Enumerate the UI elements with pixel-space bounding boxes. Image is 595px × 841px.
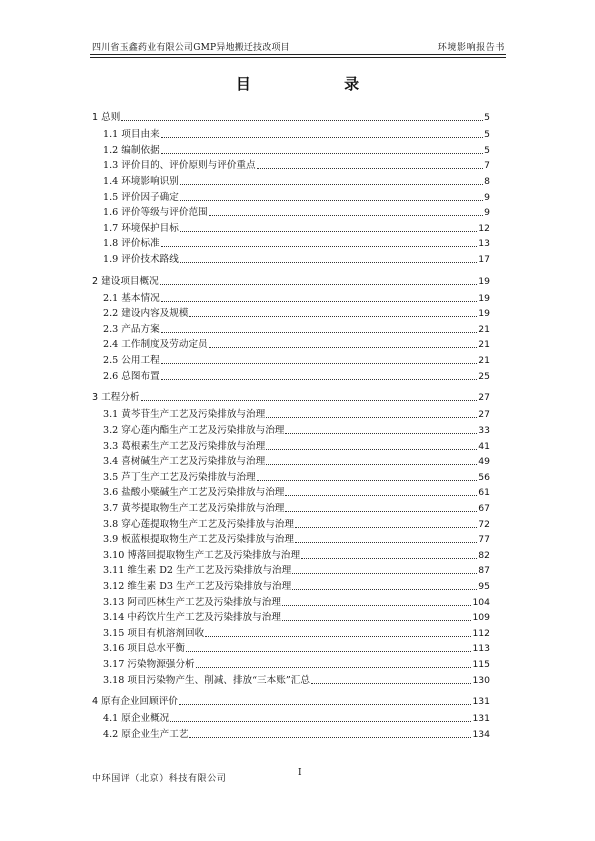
toc-entry-label: 1.7 环境保护目标 [103,222,179,234]
toc-dot-leader [295,526,477,528]
toc-entry-page: 77 [478,534,490,546]
toc-dot-leader [266,448,477,450]
toc-entry-label: 3.2 穿心莲内酯生产工艺及污染排放与治理 [103,424,285,436]
toc-section-entry[interactable] [92,389,490,404]
toc-entry[interactable] [103,726,490,741]
toc-entry-page: 19 [478,292,490,304]
toc-dot-leader [161,152,483,154]
header-rule-thin [90,57,506,58]
toc-entry-page: 5 [484,112,490,123]
toc-entry-page: 27 [478,392,490,404]
toc-dot-leader [285,432,477,434]
toc-entry[interactable] [103,336,490,351]
toc-entry-label: 1.5 评价因子确定 [103,191,179,203]
toc-entry-label: 3.16 项目总水平衡 [103,643,185,655]
toc-dot-leader [285,510,477,512]
toc-entry[interactable] [103,640,490,655]
toc-entry-page: 72 [478,518,490,530]
footer-company: 中环国评（北京）科技有限公司 [92,774,227,784]
toc-entry-page: 13 [478,238,490,250]
toc-entry[interactable] [103,251,490,266]
toc-entry[interactable] [103,142,490,157]
toc-entry-label: 3.17 污染物源强分析 [103,658,195,670]
toc-entry-label: 1.4 环境影响识别 [103,175,179,187]
toc-dot-leader [189,736,471,738]
toc-dot-leader [121,119,483,121]
toc-dot-leader [170,720,471,722]
toc-entry[interactable] [103,235,490,250]
toc-entry-page: 17 [478,253,490,265]
toc-entry[interactable] [103,406,490,421]
toc-dot-leader [186,650,471,652]
toc-entry-label: 2.4 工作制度及劳动定员 [103,339,208,351]
toc-entry-page: 8 [484,175,490,187]
toc-entry-label: 3.7 黄芩提取物生产工艺及污染排放与治理 [103,502,285,514]
toc-entry-label: 1.9 评价技术路线 [103,253,179,265]
toc-dot-leader [266,416,477,418]
toc-dot-leader [161,245,478,247]
toc-entry[interactable] [103,710,490,725]
toc-dot-leader [209,214,483,216]
toc-dot-leader [292,572,477,574]
toc-entry-label: 3.4 喜树碱生产工艺及污染排放与治理 [103,456,266,468]
toc-entry-page: 130 [472,674,490,686]
toc-entry-page: 25 [478,370,490,382]
toc-entry-label: 2.1 基本情况 [103,292,160,304]
toc-section-entry[interactable] [92,109,490,124]
toc-dot-leader [189,315,477,317]
toc-entry[interactable] [103,672,490,687]
toc-entry[interactable] [103,157,490,172]
toc-entry-page: 12 [478,222,490,234]
toc-entry[interactable] [103,578,490,593]
toc-entry-page: 9 [484,191,490,203]
toc-entry-label: 3 工程分析 [92,392,140,404]
toc-entry-page: 67 [478,502,490,514]
toc-section-entry[interactable] [92,693,490,708]
toc-entry-page: 5 [484,129,490,141]
footer-page-number: I [298,768,302,778]
toc-entry[interactable] [103,500,490,515]
toc-entry-page: 109 [472,612,490,624]
toc-entry-label: 1.2 编制依据 [103,144,160,156]
toc-dot-leader [205,635,471,637]
toc-entry[interactable] [103,290,490,305]
toc-entry-page: 19 [478,308,490,320]
toc-dot-leader [161,300,478,302]
toc-dot-leader [292,588,477,590]
toc-entry-label: 4.2 原企业生产工艺 [103,728,189,740]
toc-dot-leader [161,331,478,333]
toc-dot-leader [161,136,483,138]
toc-dot-leader [161,378,478,380]
toc-dot-leader [295,541,477,543]
toc-entry[interactable] [103,516,490,531]
toc-entry-page: 131 [472,696,490,708]
toc-entry-page: 56 [478,471,490,483]
toc-entry[interactable] [103,453,490,468]
toc-entry-page: 19 [478,275,490,287]
toc-dot-leader [301,557,477,559]
toc-entry-label: 1.6 评价等级与评价范围 [103,207,208,219]
toc-entry-label: 2.5 公用工程 [103,355,160,366]
toc-entry-label: 4.1 原企业概况 [103,713,170,725]
toc-dot-leader [141,399,478,401]
toc-dot-leader [209,346,478,348]
toc-dot-leader [257,479,478,481]
toc-entry[interactable] [103,484,490,499]
toc-dot-leader [266,463,477,465]
header-report-type: 环境影响报告书 [437,43,505,53]
toc-entry-label: 3.5 芦丁生产工艺及污染排放与治理 [103,471,256,483]
toc-entry[interactable] [103,562,490,577]
toc-entry-label: 3.18 项目污染物产生、削减、排放“三本账”汇总 [103,674,310,686]
toc-entry[interactable] [103,531,490,546]
toc-entry-label: 1.8 评价标准 [103,238,160,250]
toc-dot-leader [179,703,472,705]
toc-entry[interactable] [103,656,490,671]
toc-entry-page: 41 [478,440,490,452]
toc-dot-leader [196,666,472,668]
toc-entry-label: 3.3 葛根素生产工艺及污染排放与治理 [103,440,266,452]
toc-dot-leader [180,230,477,232]
toc-entry-label: 2.3 产品方案 [103,323,160,335]
toc-entry-page: 131 [472,713,490,725]
toc-entry[interactable] [103,368,490,383]
toc-entry-page: 9 [484,207,490,219]
toc-dot-leader [311,682,472,684]
toc-entry[interactable] [103,126,490,141]
toc-entry-label: 3.11 维生素 D2 生产工艺及污染排放与治理 [103,565,292,577]
toc-entry-page: 134 [472,728,490,740]
toc-entry-label: 3.8 穿心莲提取物生产工艺及污染排放与治理 [103,518,294,530]
page-title: 目 录 [235,75,404,93]
toc-entry[interactable] [103,625,490,640]
toc-dot-leader [285,494,477,496]
toc-entry-page: 49 [478,456,490,468]
toc-entry-page: 87 [478,565,490,577]
toc-entry[interactable] [103,352,490,367]
toc-entry[interactable] [103,469,490,484]
toc-dot-leader [257,167,484,169]
toc-entry[interactable] [103,547,490,562]
toc-entry-label: 2.6 总图布置 [103,370,160,382]
toc-entry-label: 1.1 项目由来 [103,129,160,141]
toc-entry-label: 2 建设项目概况 [92,275,159,287]
toc-entry[interactable] [103,594,490,609]
toc-entry-page: 5 [484,144,490,156]
toc-dot-leader [180,199,483,201]
toc-entry-page: 113 [472,643,490,655]
toc-dot-leader [160,283,478,285]
toc-entry-page: 61 [478,487,490,499]
toc-entry-label: 3.13 阿司匹林生产工艺及污染排放与治理 [103,596,281,608]
toc-entry-label: 3.10 博落回提取物生产工艺及污染排放与治理 [103,549,301,561]
toc-entry-page: 82 [478,549,490,561]
toc-entry-label: 4 原有企业回顾评价 [92,696,178,708]
toc-entry[interactable] [103,305,490,320]
toc-section-entry[interactable] [92,273,490,288]
toc-entry[interactable] [103,204,490,219]
toc-entry-label: 3.12 维生素 D3 生产工艺及污染排放与治理 [103,580,292,592]
toc-entry-page: 21 [478,339,490,351]
toc-entry-label: 3.14 中药饮片生产工艺及污染排放与治理 [103,612,281,624]
toc-entry[interactable] [103,321,490,336]
header-rule [90,54,506,55]
toc-entry[interactable] [103,609,490,624]
header-project-title: 四川省玉鑫药业有限公司GMP异地搬迁技改项目 [92,43,290,53]
toc-entry[interactable] [103,173,490,188]
toc-entry-page: 104 [472,596,490,608]
toc-entry-page: 21 [478,323,490,335]
toc-dot-leader [282,619,472,621]
toc-entry-label: 2.2 建设内容及规模 [103,308,189,320]
toc-entry[interactable] [103,438,490,453]
toc-entry[interactable] [103,189,490,204]
toc-entry-label: 3.15 项目有机溶剂回收 [103,627,205,639]
toc-entry-page: 115 [472,658,490,670]
toc-entry-page: 95 [478,580,490,592]
toc-dot-leader [161,362,478,364]
toc-entry-label: 1.3 评价目的、评价原则与评价重点 [103,160,256,172]
toc-entry-label: 1 总则 [92,112,121,123]
toc-entry-page: 7 [484,160,490,172]
toc-entry-label: 3.1 黄芩苷生产工艺及污染排放与治理 [103,409,266,421]
toc-entry-label: 3.9 板蓝根提取物生产工艺及污染排放与治理 [103,534,294,546]
toc-dot-leader [180,183,483,185]
toc-entry-page: 112 [472,627,490,639]
toc-dot-leader [180,261,477,263]
toc-entry-page: 21 [478,355,490,366]
toc-entry-label: 3.6 盐酸小檗碱生产工艺及污染排放与治理 [103,487,285,499]
toc-entry-page: 33 [478,424,490,436]
toc-entry-page: 27 [478,409,490,421]
toc-entry[interactable] [103,220,490,235]
toc-dot-leader [282,604,472,606]
toc-entry[interactable] [103,422,490,437]
